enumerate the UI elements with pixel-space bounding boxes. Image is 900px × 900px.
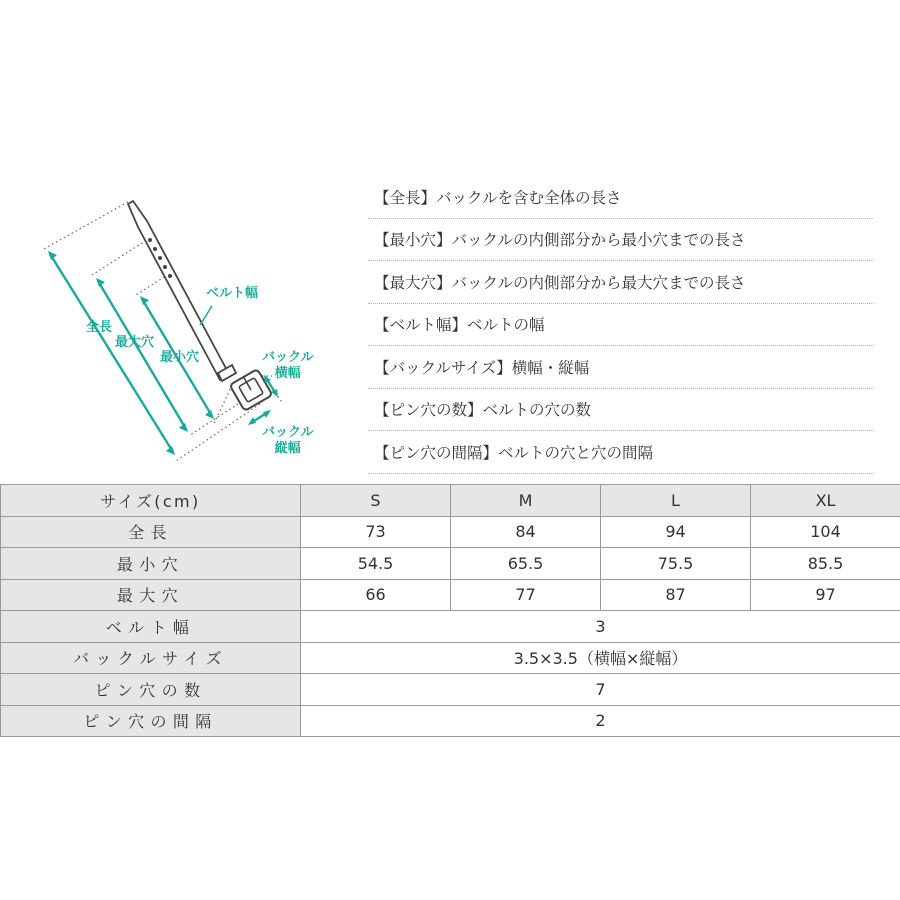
label-buckle-height-line1: バックル [262, 425, 314, 440]
definition-belt-width: 【ベルト幅】ベルトの幅 [368, 304, 874, 347]
row-label: ベルト幅 [1, 611, 301, 643]
table-row-max-hole [1, 579, 900, 611]
size-table [0, 484, 900, 737]
table-row-total-length [1, 516, 900, 548]
cell-value: 84 [451, 516, 601, 548]
row-label: 全長 [1, 516, 301, 548]
row-label: 最大穴 [1, 579, 301, 611]
cell-value: 66 [301, 579, 451, 611]
label-buckle-height-line2: 縦幅 [274, 441, 301, 456]
cell-value: 94 [601, 516, 751, 548]
table-row-pin-hole-spacing [1, 705, 900, 737]
cell-value: 77 [451, 579, 601, 611]
label-total-length: 全長 [86, 320, 113, 335]
label-max-hole: 最大穴 [115, 335, 155, 350]
label-buckle-width-line2: 横幅 [274, 366, 301, 381]
cell-value: 87 [601, 579, 751, 611]
header-size-l: L [601, 485, 751, 517]
cell-value: 65.5 [451, 548, 601, 580]
cell-value: 104 [751, 516, 900, 548]
cell-value: 54.5 [301, 548, 451, 580]
label-buckle-width [262, 350, 314, 382]
cell-value: 2 [301, 705, 900, 737]
table-row-pin-hole-count [1, 674, 900, 706]
table-row-buckle-size [1, 642, 900, 674]
size-table-header-row [1, 485, 900, 517]
header-size-label: サイズ(cm) [1, 485, 301, 517]
label-buckle-height [262, 425, 314, 457]
cell-value: 85.5 [751, 548, 900, 580]
table-row-belt-width [1, 611, 900, 643]
definition-max-hole: 【最大穴】バックルの内側部分から最大穴までの長さ [368, 261, 874, 304]
definition-min-hole: 【最小穴】バックルの内側部分から最小穴までの長さ [368, 219, 874, 262]
label-buckle-width-line1: バックル [262, 350, 314, 365]
label-min-hole: 最小穴 [160, 350, 200, 365]
row-label: ピン穴の間隔 [1, 705, 301, 737]
cell-value: 3.5×3.5（横幅×縦幅） [301, 642, 900, 674]
label-belt-width: ベルト幅 [206, 286, 259, 301]
cell-value: 73 [301, 516, 451, 548]
cell-value: 7 [301, 674, 900, 706]
definition-pin-hole-spacing: 【ピン穴の間隔】ベルトの穴と穴の間隔 [368, 431, 874, 474]
definition-pin-hole-count: 【ピン穴の数】ベルトの穴の数 [368, 389, 874, 432]
header-size-s: S [301, 485, 451, 517]
table-row-min-hole [1, 548, 900, 580]
row-label: ピン穴の数 [1, 674, 301, 706]
cell-value: 97 [751, 579, 900, 611]
row-label: 最小穴 [1, 548, 301, 580]
cell-value: 75.5 [601, 548, 751, 580]
belt-measurement-diagram [0, 180, 360, 480]
cell-value: 3 [301, 611, 900, 643]
row-label: バックルサイズ [1, 642, 301, 674]
header-size-xl: XL [751, 485, 900, 517]
definition-buckle-size: 【バックルサイズ】横幅・縦幅 [368, 346, 874, 389]
header-size-m: M [451, 485, 601, 517]
definition-total-length: 【全長】バックルを含む全体の長さ [368, 176, 874, 219]
measurement-definitions [368, 176, 874, 474]
